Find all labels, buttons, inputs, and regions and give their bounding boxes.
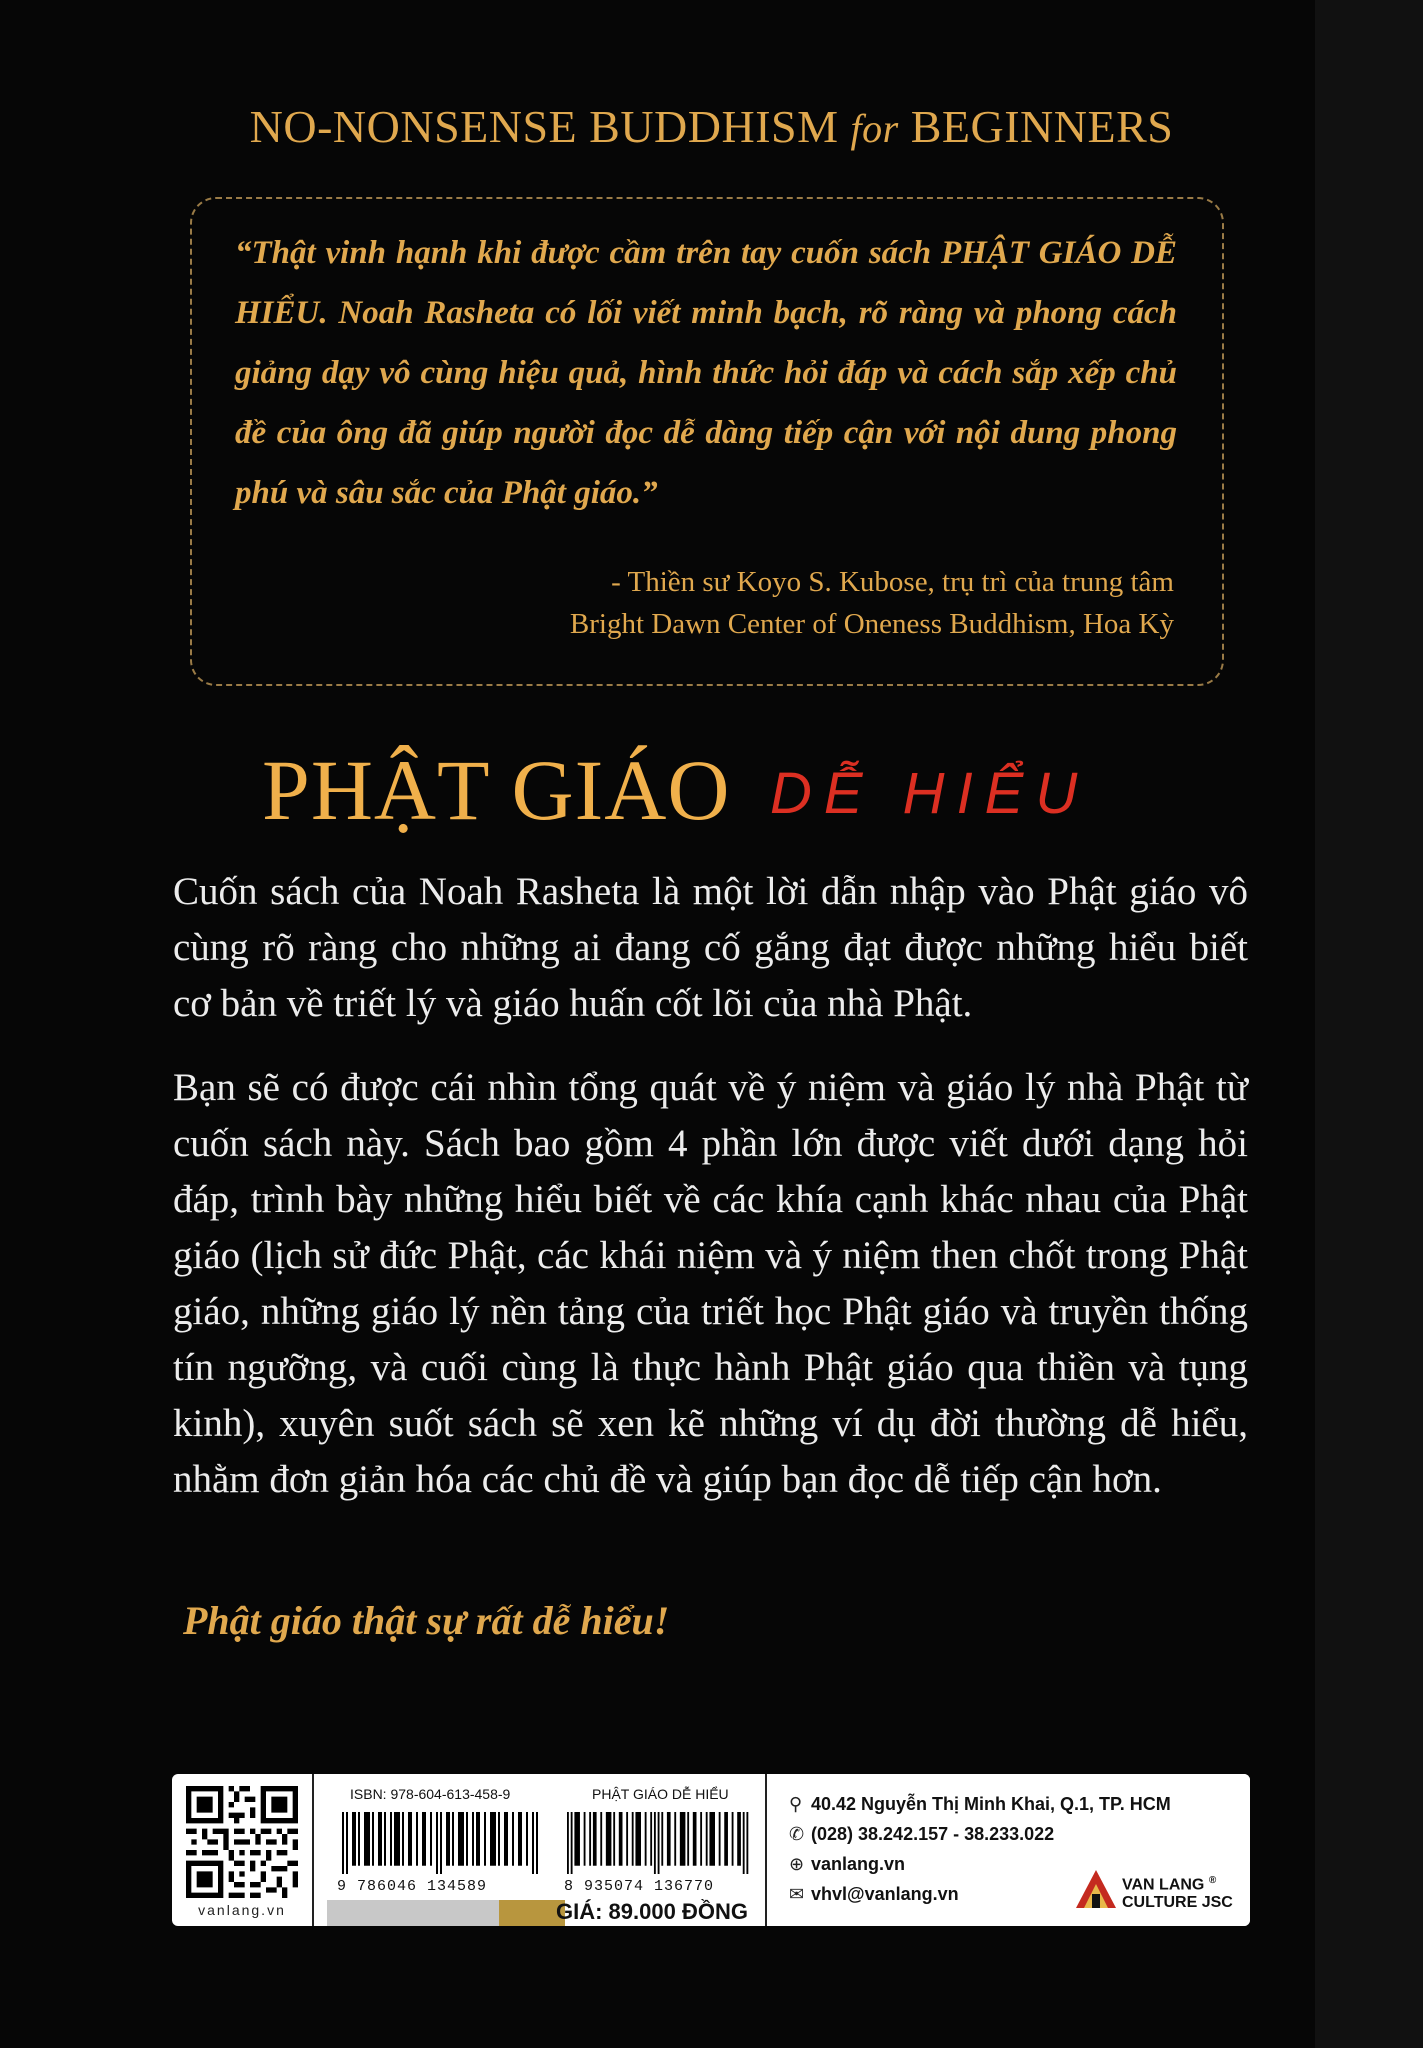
series-title-part1: NO-NONSENSE BUDDHISM [249, 101, 839, 152]
description-paragraph-1: Cuốn sách của Noah Rasheta là một lời dẫn nhập vào Phật giáo vô cùng rõ ràng cho những ai đang cố gắng đạt được những hiểu biết cơ bản về triết lý và giáo huấn cốt lõi của nhà Phật. [173, 870, 1248, 1025]
isbn-barcode-number: 9 786046 134589 [337, 1878, 488, 1895]
publisher-name [1122, 1872, 1233, 1912]
isbn-barcode [342, 1812, 542, 1874]
publisher-line1: VAN LANG [1122, 1876, 1205, 1894]
price-label: GIÁ: 89.000 ĐỒNG [556, 1899, 748, 1924]
description-paragraph-2: Bạn sẽ có được cái nhìn tổng quát về ý niệm và giáo lý nhà Phật từ cuốn sách này. Sách bao gồm 4 phần lớn được viết dưới dạng hỏi đáp, trình bày những hiểu biết về các khía cạnh khác nhau của Phật giáo (lịch sử đức Phật, các khái niệm và ý niệm then chốt trong Phật giáo, những giáo lý nền tảng của triết học Phật giáo và truyền thống tín ngưỡng, và cuối cùng là thực hành Phật giáo qua thiền và tụng kinh), xuyên suốt sách sẽ xen kẽ những ví dụ đời thường dễ hiểu, nhằm đơn giản hóa các chủ đề và giúp bạn đọc dễ tiếp cận hơn. [173, 1066, 1248, 1501]
contact-address-text: 40.42 Nguyễn Thị Minh Khai, Q.1, TP. HCM [811, 1794, 1171, 1814]
quote-text: “Thật vinh hạnh khi được cầm trên tay cuốn sách PHẬT GIÁO DỄ HIỂU. Noah Rasheta có lối viết minh bạch, rõ ràng và phong cách giảng dạy vô cùng hiệu quả, hình thức hỏi đáp và cách sắp xếp chủ đề của ông đã giúp người đọc dễ dàng tiếp cận với nội dung phong phú và sâu sắc của Phật giáo.” [235, 235, 1177, 511]
tagline: Phật giáo thật sự rất dễ hiểu! [183, 1598, 670, 1643]
contact-panel [767, 1774, 1250, 1926]
contact-website-text: vanlang.vn [811, 1854, 906, 1874]
book-title: PHẬT GIÁO [262, 742, 731, 838]
series-title-part2: BEGINNERS [910, 101, 1174, 152]
price-strip-gray [327, 1900, 499, 1926]
quote-box [190, 197, 1224, 686]
location-pin-icon: ⚲ [789, 1794, 803, 1814]
series-title [0, 100, 1423, 153]
contact-website [789, 1854, 905, 1875]
publisher-logo-icon [1072, 1864, 1120, 1912]
product-barcode-number: 8 935074 136770 [564, 1878, 715, 1895]
book-code-label: PHẬT GIÁO DỄ HIỂU [592, 1786, 729, 1802]
isbn-label: ISBN: 978-604-613-458-9 [350, 1786, 511, 1802]
divider [312, 1774, 314, 1926]
product-barcode [567, 1812, 752, 1874]
quote-attribution [570, 561, 1174, 645]
contact-email [789, 1884, 959, 1905]
info-panel [172, 1774, 1250, 1926]
series-title-for: for [850, 106, 899, 151]
quote-attribution-line1: - Thiền sư Koyo S. Kubose, trụ trì của trung tâm [611, 566, 1174, 598]
publisher-mark: ® [1208, 1875, 1217, 1886]
qr-caption: vanlang.vn [198, 1902, 286, 1918]
publisher-line2: CULTURE JSC [1122, 1894, 1233, 1912]
contact-phone [789, 1824, 1054, 1845]
envelope-icon: ✉ [789, 1884, 805, 1904]
contact-address [789, 1794, 1171, 1815]
phone-icon: ✆ [789, 1824, 805, 1844]
globe-icon: ⊕ [789, 1854, 805, 1874]
quote-attribution-line2: Bright Dawn Center of Oneness Buddhism, Hoa Kỳ [569, 608, 1174, 640]
contact-email-text: vhvl@vanlang.vn [811, 1884, 959, 1904]
qr-code-icon [186, 1786, 298, 1898]
book-subtitle: DỄ HIỂU [770, 761, 1090, 826]
contact-phone-text: (028) 38.242.157 - 38.233.022 [811, 1824, 1055, 1844]
